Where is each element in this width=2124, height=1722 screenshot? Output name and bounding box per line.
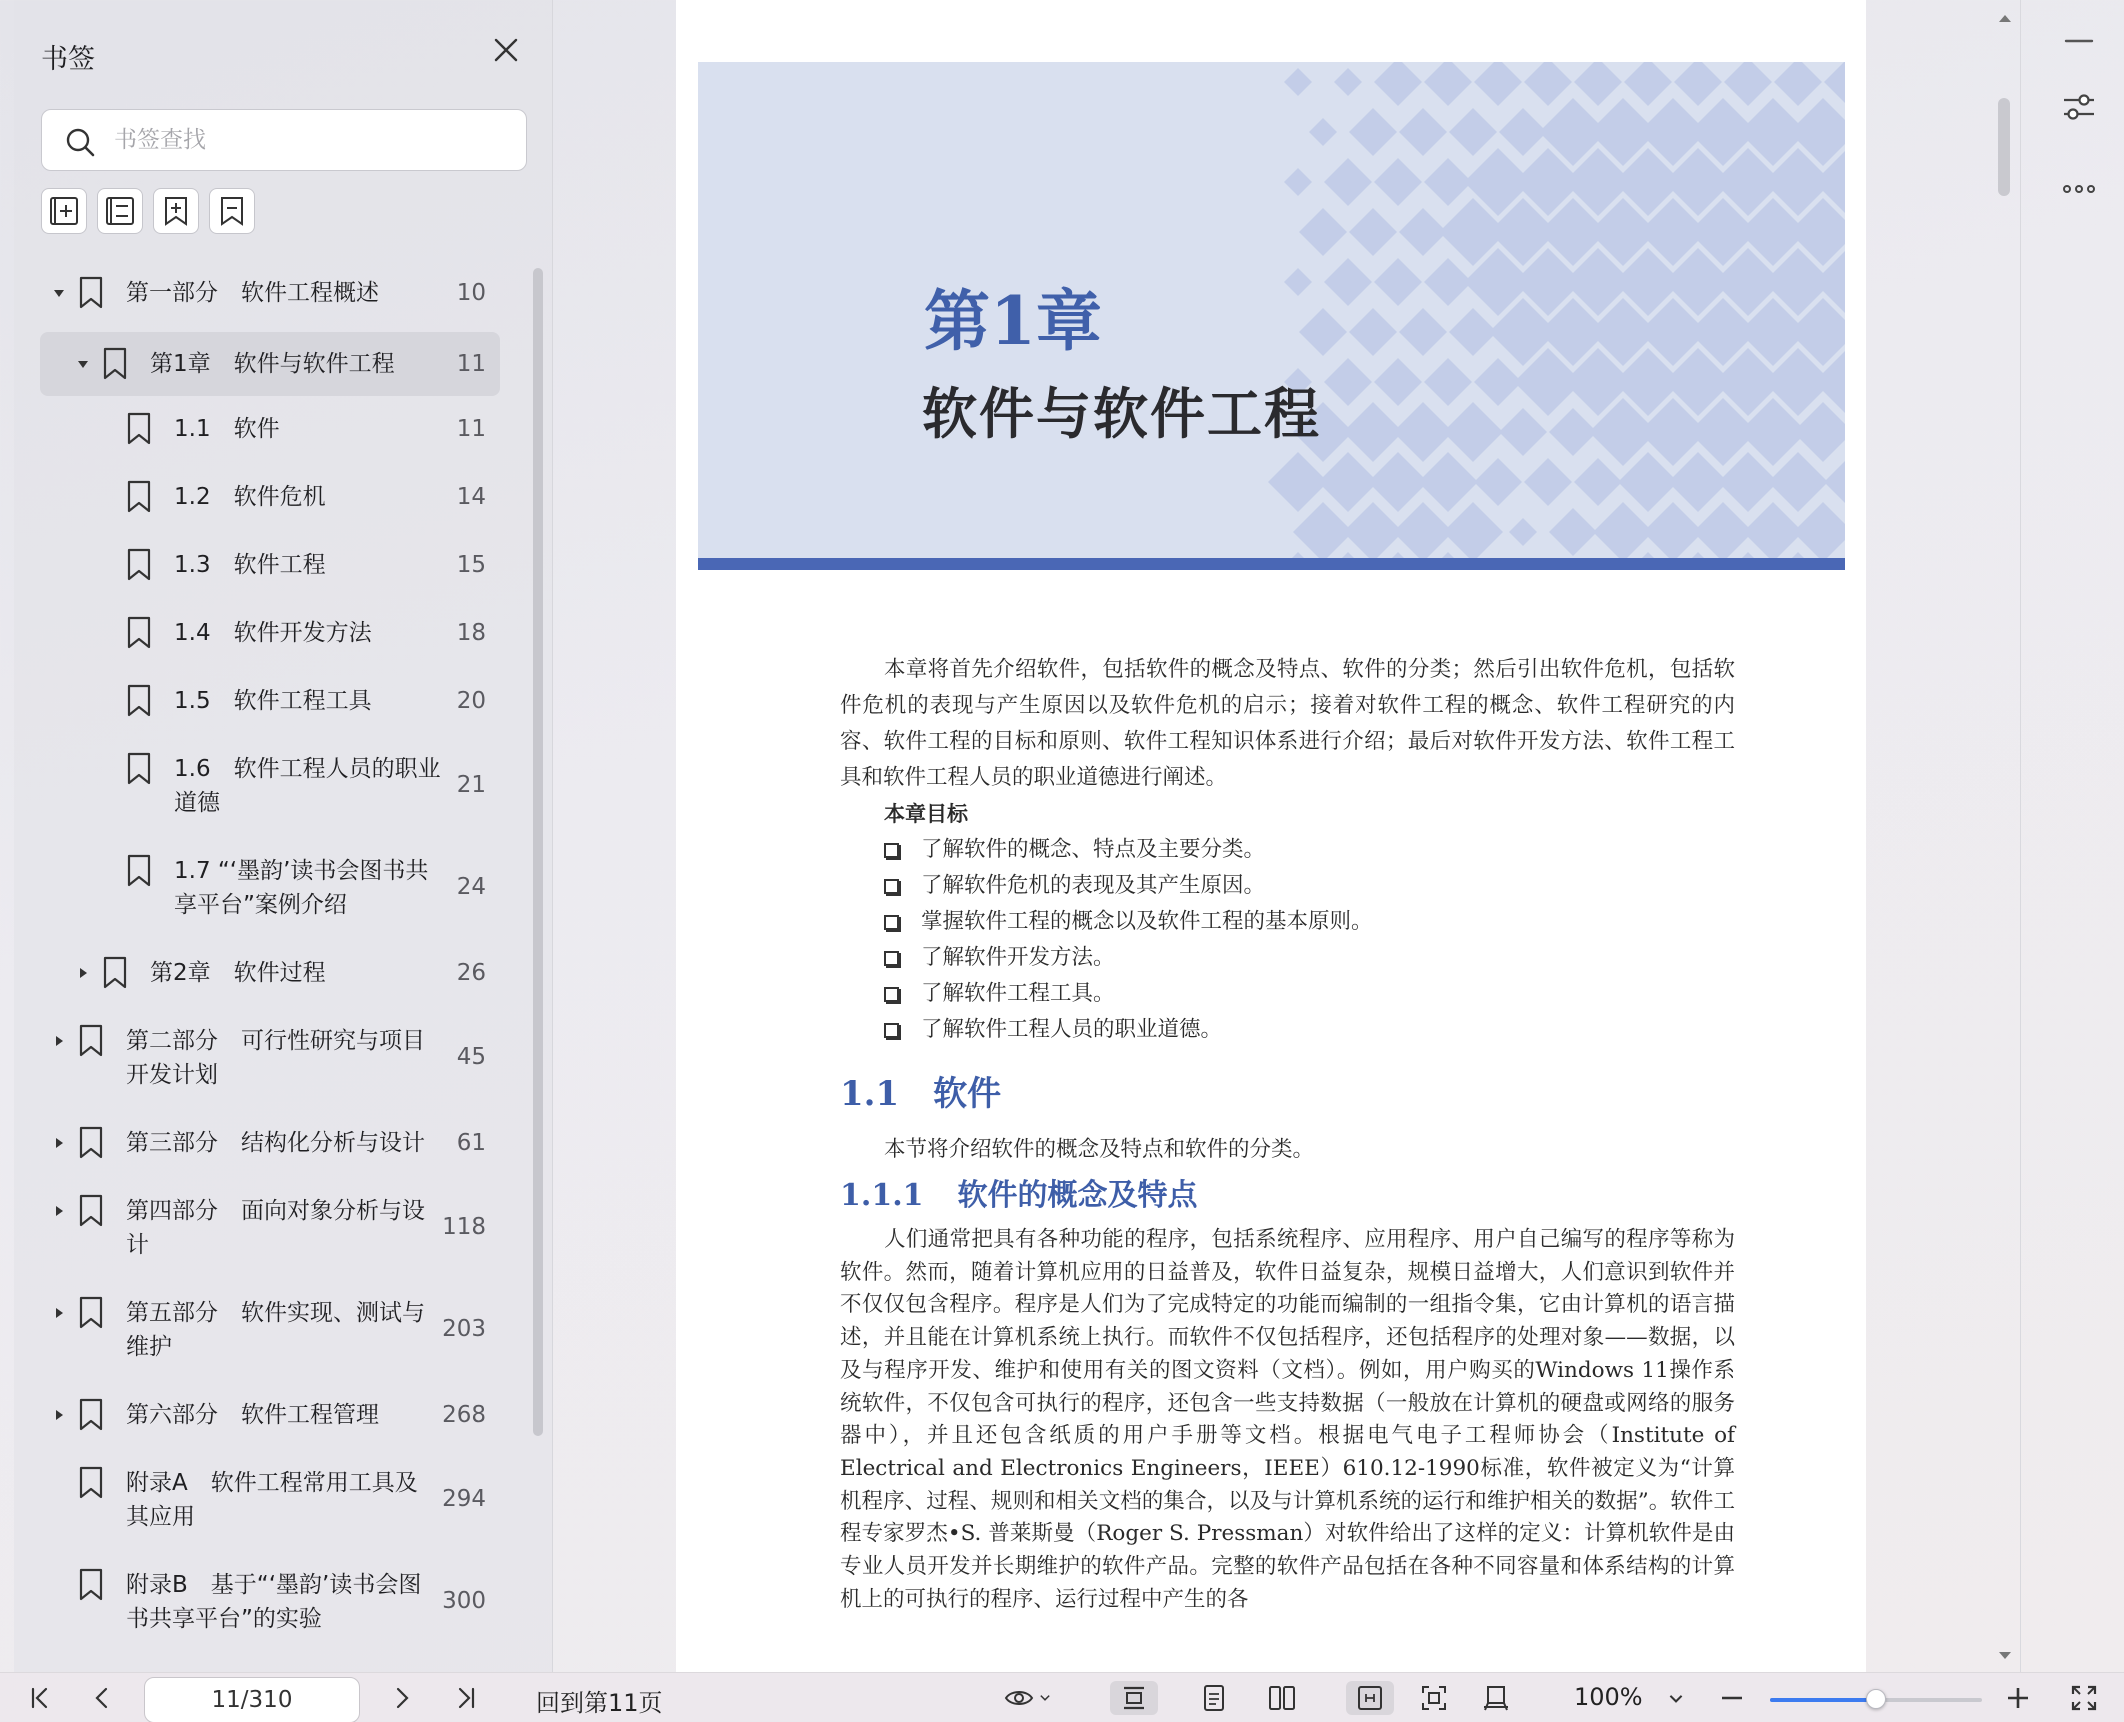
banner-diamond: [1643, 502, 1703, 558]
section-intro: 本节将介绍软件的概念及特点和软件的分类。: [884, 1137, 1315, 1162]
sidebar-title: 书签: [41, 44, 95, 75]
chapter-intro: 本章将首先介绍软件，包括软件的概念及特点、软件的分类；然后引出软件危机，包括软件危机的表现与产生原因以及软件危机的启示；接着对软件工程的概念、软件工程研究的内容、软件工程的目标和原则、软件工程知识体系进行介绍；最后对软件开发方法、软件工程工具和软件工程人员的职业道德进行阐述。: [840, 657, 1735, 790]
bottom-toolbar: [0, 1672, 2124, 1722]
banner-diamond: [1443, 502, 1503, 558]
subsection-heading: [840, 1172, 1735, 1220]
bookmark-icon: [215, 194, 249, 228]
last-page-button[interactable]: [448, 1681, 484, 1715]
zoom-slider[interactable]: [1770, 1698, 1982, 1702]
banner-diamond: [1374, 158, 1422, 206]
collapse-all-icon: [103, 194, 137, 228]
goal-item: [840, 832, 1735, 868]
bookmark-icon: [126, 854, 152, 888]
bookmark-page-number: 26: [456, 960, 486, 986]
bookmark-label: 第2章 软件过程: [150, 960, 326, 986]
banner-diamond: [1774, 62, 1822, 106]
bookmark-page-number: 61: [456, 1130, 486, 1156]
bookmark-icon: [78, 1568, 104, 1602]
zoom-value: 100%: [1574, 1683, 1643, 1711]
bookmark-icon: [126, 548, 152, 582]
checkbox-square-icon: [884, 843, 899, 858]
bookmark-page-number: 24: [456, 874, 486, 900]
bookmark-item[interactable]: [40, 1182, 500, 1272]
goals-heading: 本章目标: [884, 802, 968, 826]
checkbox-square-icon: [884, 1023, 899, 1038]
chapter-banner: [698, 62, 1845, 570]
bookmark-item[interactable]: [40, 1556, 500, 1646]
checkbox-square-icon: [884, 951, 899, 966]
banner-diamond: [1284, 268, 1312, 296]
crop-view-icon: [1481, 1683, 1511, 1713]
minimize-icon[interactable]: [2060, 22, 2098, 60]
goal-text: 掌握软件工程的概念以及软件工程的基本原则。: [921, 909, 1373, 934]
bookmark-search-box[interactable]: [41, 109, 527, 171]
caret-down-icon[interactable]: [76, 357, 90, 371]
chevron-left-icon: [87, 1683, 117, 1713]
bookmark-toolbar: [41, 188, 255, 234]
scroll-up-arrow-icon[interactable]: [1994, 8, 2016, 30]
banner-diamond: [1284, 168, 1312, 196]
bookmark-item[interactable]: [40, 740, 500, 830]
goal-text: 了解软件的概念、特点及主要分类。: [921, 837, 1266, 862]
fit-width-button[interactable]: [1346, 1681, 1394, 1715]
bookmark-button[interactable]: [209, 188, 255, 234]
continuous-scroll-icon: [1119, 1683, 1149, 1713]
bookmark-page-number: 300: [442, 1588, 486, 1614]
chapter-number: 第1章: [924, 282, 1102, 360]
add-bookmark-button[interactable]: [153, 188, 199, 234]
bookmark-page-number: 118: [442, 1214, 486, 1240]
bookmark-page-number: 18: [456, 620, 486, 646]
first-page-icon: [25, 1683, 55, 1713]
bookmark-icon: [126, 412, 152, 446]
bookmark-label: 第五部分 软件实现、测试与 维护: [126, 1300, 425, 1360]
bookmark-icon: [78, 1194, 104, 1228]
bookmark-label: 1.5 软件工程工具: [174, 688, 372, 714]
banner-diamond: [1374, 258, 1422, 306]
bookmark-icon: [102, 956, 128, 990]
banner-diamond: [1424, 358, 1472, 406]
banner-diamond: [1349, 108, 1397, 156]
banner-diamond: [1449, 108, 1497, 156]
bookmark-icon: [126, 616, 152, 650]
banner-diamond: [1418, 452, 1478, 512]
two-page-icon: [1267, 1683, 1297, 1713]
bookmark-icon: [78, 1296, 104, 1330]
bookmark-item[interactable]: [40, 1012, 500, 1102]
view-mode-button[interactable]: [996, 1681, 1060, 1715]
close-icon[interactable]: [490, 34, 522, 66]
caret-right-icon[interactable]: [52, 1408, 66, 1422]
bookmark-icon: [78, 1466, 104, 1500]
more-icon[interactable]: [2060, 170, 2098, 208]
banner-diamond: [1474, 62, 1522, 106]
banner-diamond: [1349, 308, 1397, 356]
zoom-in-button[interactable]: [2000, 1681, 2036, 1715]
bookmark-label: 第二部分 可行性研究与项目 开发计划: [126, 1028, 425, 1088]
bookmark-page-number: 45: [456, 1044, 486, 1070]
bookmark-item[interactable]: [40, 1284, 500, 1374]
scroll-down-arrow-icon[interactable]: [1994, 1644, 2016, 1666]
eye-icon: [1002, 1683, 1036, 1713]
bookmark-item[interactable]: [40, 1386, 500, 1444]
banner-diamond: [1593, 502, 1653, 558]
collapse-all-button[interactable]: [97, 188, 143, 234]
search-icon: [64, 126, 96, 158]
sidebar-divider[interactable]: [552, 0, 553, 1672]
banner-diamond: [1349, 208, 1397, 256]
banner-diamond: [1499, 408, 1547, 456]
bookmark-icon: [78, 1024, 104, 1058]
checkbox-square-icon: [884, 987, 899, 1002]
banner-diamond: [1324, 358, 1372, 406]
bookmark-page-number: 20: [456, 688, 486, 714]
banner-diamond: [1299, 308, 1347, 356]
zoom-out-button[interactable]: [1714, 1681, 1750, 1715]
banner-diamond: [1693, 502, 1753, 558]
chevron-right-icon: [387, 1683, 417, 1713]
fullscreen-icon: [2069, 1683, 2099, 1713]
caret-right-icon[interactable]: [76, 966, 90, 980]
page-number-input[interactable]: [144, 1677, 360, 1722]
banner-diamond: [1324, 258, 1372, 306]
two-page-button[interactable]: [1260, 1681, 1304, 1715]
bookmark-icon: [78, 276, 104, 310]
minus-icon: [1717, 1683, 1747, 1713]
bookmark-page-number: 11: [456, 416, 486, 442]
bookmark-item[interactable]: [40, 842, 500, 932]
bookmark-item[interactable]: [40, 604, 500, 662]
bookmark-search-input[interactable]: [114, 120, 514, 160]
bookmark-label: 1.1 软件: [174, 416, 280, 442]
banner-diamond: [1624, 62, 1672, 106]
zoom-dropdown-chevron-icon[interactable]: [1664, 1687, 1688, 1711]
body-paragraph: 人们通常把具有各种功能的程序，包括系统程序、应用程序、用户自己编写的程序等称为软件。然而，随着计算机应用的日益普及，软件日益复杂，规模日益增大，人们意识到软件并不仅仅包含程序。程序是人们为了完成特定的功能而编制的一组指令集，它由计算机的语言描述，并且能在计算机系统上执行。而软件不仅包括程序，还包括程序的处理对象——数据，以及与程序开发、维护和使用有关的图文资料（文档）。例如，用户购买的Windows 11操作系统软件，不仅包含可执行的程序，还包含一些支持数据（一般放在计算机的硬盘或网络的服务器中），并且还包含纸质的用户手册等文档。根据电气电子工程师协会（Institute of Electrical and Electronics Engineers，IEEE）610.12-1990标准，软件被定义为“计算机程序、过程、规则和相关文档的集合，以及与计算机系统的运行和维护相关的数据”。软件工程专家罗杰•S. 普莱斯曼（Roger S. Pressman）对软件给出了这样的定义：计算机软件是由专业人员开发并长期维护的软件产品。完整的软件产品包括在各种不同容量和体系结构的计算机上的可执行的程序、运行过程中产生的各: [840, 1227, 1735, 1612]
caret-right-icon[interactable]: [52, 1136, 66, 1150]
fit-width-icon: [1355, 1683, 1385, 1713]
goal-item: [840, 868, 1735, 904]
bookmark-page-number: 11: [456, 351, 486, 377]
banner-bar: [698, 558, 1845, 570]
goal-text: 了解软件工程人员的职业道德。: [921, 1017, 1223, 1042]
banner-diamond: [1374, 358, 1422, 406]
checkbox-square-icon: [884, 915, 899, 930]
bookmark-page-number: 268: [442, 1402, 486, 1428]
bookmark-page-number: 294: [442, 1486, 486, 1512]
bookmark-label: 第三部分 结构化分析与设计: [126, 1130, 425, 1156]
bookmark-label: 1.3 软件工程: [174, 552, 326, 578]
bookmark-label: 第四部分 面向对象分析与设 计: [126, 1198, 425, 1258]
zoom-slider-fill: [1770, 1698, 1876, 1702]
banner-diamond: [1393, 502, 1453, 558]
crop-view-button[interactable]: [1474, 1681, 1518, 1715]
bookmark-item[interactable]: [40, 672, 500, 730]
banner-diamond: [1293, 502, 1353, 558]
banner-diamond: [1509, 518, 1537, 546]
add-bookmark-icon: [159, 194, 193, 228]
bookmark-item[interactable]: [40, 264, 500, 322]
section-title: 软件: [933, 1074, 1002, 1114]
first-page-button[interactable]: [22, 1681, 58, 1715]
caret-right-icon[interactable]: [52, 1034, 66, 1048]
banner-diamond: [1793, 502, 1845, 558]
bookmark-page-number: 10: [456, 280, 486, 306]
zoom-level[interactable]: [1574, 1683, 1643, 1711]
caret-right-icon[interactable]: [52, 1204, 66, 1218]
banner-diamond: [1824, 458, 1845, 506]
expand-all-icon: [47, 194, 81, 228]
banner-diamond-pattern: [698, 62, 1845, 558]
bookmark-item[interactable]: [40, 468, 500, 526]
single-page-icon: [1199, 1683, 1229, 1713]
subsection-number: 1.1.1: [840, 1178, 924, 1213]
bookmark-sidebar: [14, 0, 552, 1672]
chapter-intro-block: [840, 652, 1735, 1048]
section-heading: [840, 1068, 1735, 1120]
bookmark-page-number: 14: [456, 484, 486, 510]
goal-item: [840, 1012, 1735, 1048]
bookmark-page-number: 15: [456, 552, 486, 578]
section-block: [840, 1068, 1735, 1616]
bookmark-item[interactable]: [40, 1114, 500, 1172]
banner-diamond: [1524, 458, 1572, 506]
bookmark-label: 附录B 基于“‘墨韵’读书会图 书共享平台”的实验: [126, 1572, 422, 1632]
banner-diamond: [1324, 158, 1372, 206]
banner-diamond: [1399, 308, 1447, 356]
bookmark-page-number: 21: [456, 772, 486, 798]
banner-diamond: [1399, 108, 1447, 156]
zoom-slider-knob[interactable]: [1866, 1689, 1886, 1709]
next-page-button[interactable]: [384, 1681, 420, 1715]
bookmark-icon: [126, 684, 152, 718]
bookmark-label: 1.4 软件开发方法: [174, 620, 372, 646]
bookmark-icon: [78, 1126, 104, 1160]
banner-diamond: [1334, 68, 1362, 96]
back-to-page-link[interactable]: 回到第11页: [536, 1689, 663, 1717]
expand-all-button[interactable]: [41, 188, 87, 234]
goals-list: [840, 832, 1735, 1048]
banner-diamond: [1824, 62, 1845, 106]
banner-diamond: [1574, 458, 1622, 506]
banner-diamond: [1724, 62, 1772, 106]
section-number: 1.1: [840, 1074, 900, 1114]
chevron-down-icon: [1036, 1683, 1054, 1713]
document-page: [676, 0, 1866, 1672]
bookmark-item[interactable]: [40, 332, 500, 396]
goal-text: 了解软件开发方法。: [921, 945, 1115, 970]
settings-sliders-icon[interactable]: [2060, 88, 2098, 126]
last-page-icon: [451, 1683, 481, 1713]
banner-diamond: [1524, 62, 1572, 106]
chapter-title: 软件与软件工程: [922, 382, 1322, 446]
document-scrollbar[interactable]: [1994, 8, 2016, 1668]
bookmark-label: 第1章 软件与软件工程: [150, 351, 395, 377]
sidebar-scrollbar[interactable]: [533, 268, 543, 1436]
banner-diamond: [1299, 208, 1347, 256]
continuous-scroll-button[interactable]: [1110, 1681, 1158, 1715]
bookmark-item[interactable]: [40, 400, 500, 458]
goal-item: [840, 940, 1735, 976]
banner-diamond: [1743, 502, 1803, 558]
bookmark-label: 1.2 软件危机: [174, 484, 326, 510]
banner-diamond: [1574, 62, 1622, 106]
banner-diamond: [1549, 508, 1597, 556]
goal-text: 了解软件危机的表现及其产生原因。: [921, 873, 1266, 898]
banner-diamond: [1343, 502, 1403, 558]
caret-right-icon[interactable]: [52, 1306, 66, 1320]
subsection-title: 软件的概念及特点: [957, 1178, 1198, 1213]
bookmark-label: 附录A 软件工程常用工具及 其应用: [126, 1470, 418, 1530]
fit-page-icon: [1419, 1683, 1449, 1713]
fullscreen-button[interactable]: [2066, 1681, 2102, 1715]
caret-down-icon[interactable]: [52, 286, 66, 300]
bookmark-icon: [126, 480, 152, 514]
bookmark-page-number: 203: [442, 1316, 486, 1342]
checkbox-square-icon: [884, 879, 899, 894]
banner-diamond: [1474, 458, 1522, 506]
goal-text: 了解软件工程工具。: [921, 981, 1115, 1006]
banner-diamond: [1674, 62, 1722, 106]
fit-page-button[interactable]: [1412, 1681, 1456, 1715]
bookmark-label: 1.7 “‘墨韵’读书会图书共 享平台”案例介绍: [174, 858, 429, 918]
banner-diamond: [1374, 62, 1422, 106]
bookmark-item[interactable]: [40, 536, 500, 594]
bookmark-icon: [102, 347, 128, 381]
right-panel-divider: [2020, 0, 2021, 1672]
bookmark-label: 第六部分 软件工程管理: [126, 1402, 379, 1428]
banner-diamond: [1309, 118, 1337, 146]
goal-item: [840, 904, 1735, 940]
bookmark-item[interactable]: [40, 944, 500, 1002]
goal-item: [840, 976, 1735, 1012]
banner-diamond: [1443, 402, 1503, 462]
plus-icon: [2003, 1683, 2033, 1713]
banner-diamond: [1284, 68, 1312, 96]
bookmark-item[interactable]: [40, 1454, 500, 1544]
bookmark-icon: [78, 1398, 104, 1432]
bookmark-icon: [126, 752, 152, 786]
document-scroll-thumb[interactable]: [1998, 98, 2010, 196]
previous-page-button[interactable]: [84, 1681, 120, 1715]
bookmark-label: 1.6 软件工程人员的职业 道德: [174, 756, 441, 816]
single-page-button[interactable]: [1192, 1681, 1236, 1715]
bookmark-label: 第一部分 软件工程概述: [126, 280, 379, 306]
banner-diamond: [1424, 62, 1472, 106]
